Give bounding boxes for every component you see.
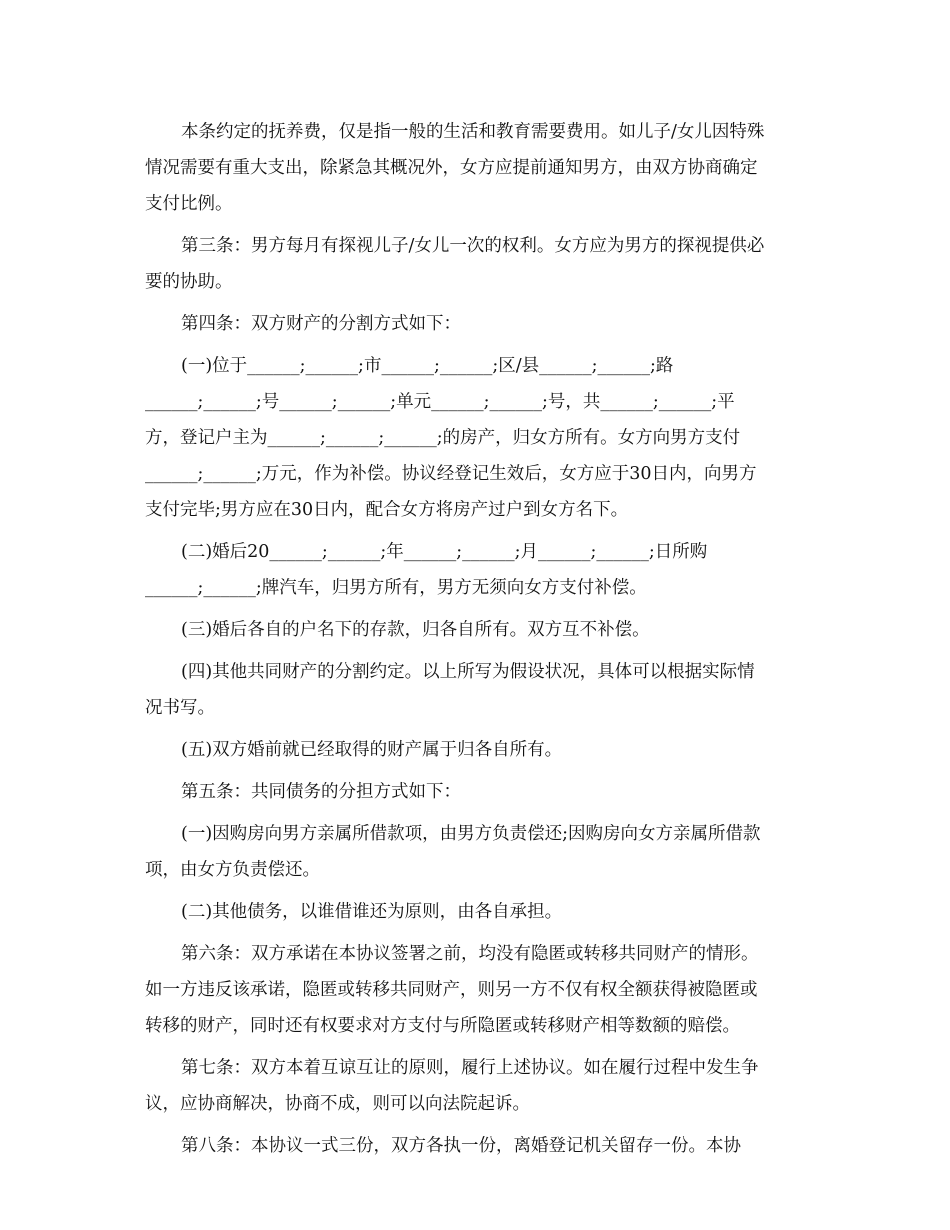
text-line: ______;______;万元，作为补偿。协议经登记生效后，女方应于30日内，向男方 bbox=[145, 464, 757, 484]
text-line: 转移的财产，同时还有权要求对方支付与所隐匿或转移财产相等数额的赔偿。 bbox=[145, 1016, 740, 1036]
text-line: 第八条：本协议一式三份，双方各执一份，离婚登记机关留存一份。本协 bbox=[181, 1136, 741, 1156]
paragraph bbox=[145, 894, 815, 930]
text-line: 支付完毕;男方应在30日内，配合女方将房产过户到女方名下。 bbox=[145, 500, 629, 520]
text-line: (二)婚后20______;______;年______;______;月______;______;日所购 bbox=[181, 542, 708, 562]
text-line: 议，应协商解决，协商不成，则可以向法院起诉。 bbox=[145, 1094, 530, 1114]
text-line: 第七条：双方本着互谅互让的原则，履行上述协议。如在履行过程中发生争 bbox=[181, 1058, 759, 1078]
text-line: 支付比例。 bbox=[145, 194, 233, 214]
paragraph bbox=[145, 306, 815, 342]
paragraph bbox=[145, 348, 815, 528]
text-line: 第三条：男方每月有探视儿子/女儿一次的权利。女方应为男方的探视提供必 bbox=[181, 236, 765, 256]
text-line: (一)因购房向男方亲属所借款项，由男方负责偿还;因购房向女方亲属所借款 bbox=[181, 824, 761, 844]
paragraph bbox=[145, 654, 815, 726]
text-line: 第四条：双方财产的分割方式如下： bbox=[181, 314, 461, 334]
text-line: ______;______;号______;______;单元______;______;号，共______;______;平 bbox=[145, 392, 735, 412]
text-line: (五)双方婚前就已经取得的财产属于归各自所有。 bbox=[181, 740, 563, 760]
paragraph bbox=[145, 228, 815, 300]
text-line: (二)其他债务，以谁借谁还为原则，由各自承担。 bbox=[181, 902, 563, 922]
text-line: 项，由女方负责偿还。 bbox=[145, 860, 320, 880]
text-line: 本条约定的抚养费，仅是指一般的生活和教育需要费用。如儿子/女儿因特殊 bbox=[181, 122, 765, 142]
text-line: (四)其他共同财产的分割约定。以上所写为假设状况，具体可以根据实际情 bbox=[181, 662, 755, 682]
paragraph bbox=[145, 534, 815, 606]
document-body bbox=[145, 114, 815, 1170]
text-line: 第六条：双方承诺在本协议签署之前，均没有隐匿或转移共同财产的情形。 bbox=[181, 944, 759, 964]
text-line: 情况需要有重大支出，除紧急其概况外，女方应提前通知男方，由双方协商确定 bbox=[145, 158, 758, 178]
paragraph bbox=[145, 816, 815, 888]
paragraph bbox=[145, 732, 815, 768]
paragraph bbox=[145, 1128, 815, 1164]
text-line: 方，登记户主为______;______;______;的房产，归女方所有。女方向男方支付 bbox=[145, 428, 741, 448]
text-line: 况书写。 bbox=[145, 698, 215, 718]
text-line: 要的协助。 bbox=[145, 272, 233, 292]
paragraph bbox=[145, 774, 815, 810]
text-line: 如一方违反该承诺，隐匿或转移共同财产，则另一方不仅有权全额获得被隐匿或 bbox=[145, 980, 758, 1000]
paragraph bbox=[145, 936, 815, 1044]
text-line: ______;______;牌汽车，归男方所有，男方无须向女方支付补偿。 bbox=[145, 578, 647, 598]
paragraph bbox=[145, 612, 815, 648]
text-line: (一)位于______;______;市______;______;区/县______;______;路 bbox=[181, 356, 674, 376]
paragraph bbox=[145, 114, 815, 222]
text-line: 第五条：共同债务的分担方式如下： bbox=[181, 782, 461, 802]
paragraph bbox=[145, 1050, 815, 1122]
text-line: (三)婚后各自的户名下的存款，归各自所有。双方互不补偿。 bbox=[181, 620, 650, 640]
